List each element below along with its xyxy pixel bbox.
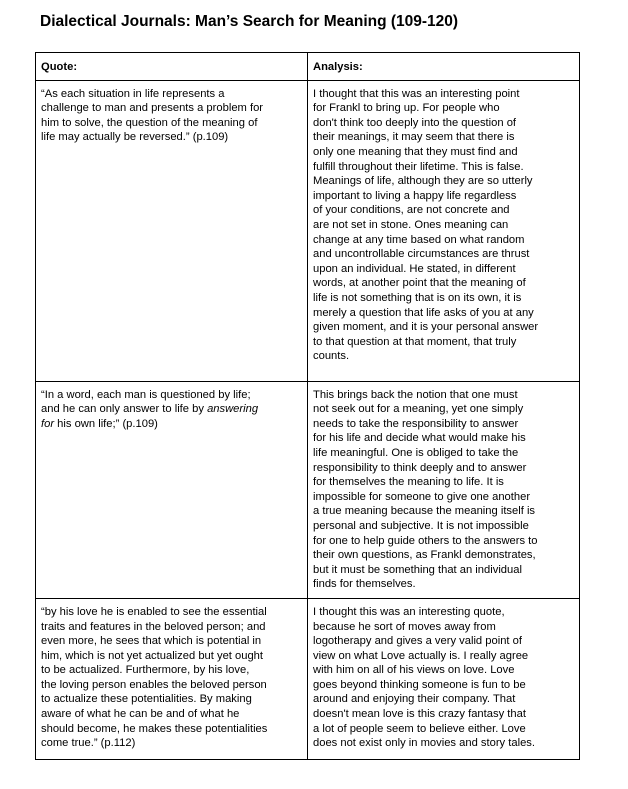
analysis-line: of your conditions, are not concrete and [313, 204, 510, 217]
analysis-line: with him on all of his views on love. Love [313, 664, 515, 677]
table-row [36, 381, 580, 598]
analysis-line: merely a question that life asks of you at any [313, 306, 534, 319]
analysis-line: because he sort of moves away from [313, 620, 496, 633]
quote-line: “by his love he is enabled to see the essential [41, 605, 267, 618]
analysis-line: a true meaning because the meaning itself is [313, 505, 536, 518]
analysis-line: for his life and decide what would make his [313, 432, 526, 445]
quote-line: traits and features in the beloved person; and [41, 620, 266, 633]
quote-cell [36, 80, 308, 381]
analysis-line: their own questions, as Frankl demonstrates, [313, 549, 536, 562]
table-row [36, 80, 580, 381]
analysis-column-header: Analysis: [308, 53, 580, 81]
quote-line: come true.” (p.112) [41, 737, 136, 750]
quote-line [41, 402, 302, 417]
quote-line: “In a word, each man is questioned by life; [41, 388, 251, 401]
quote-cell [36, 598, 308, 759]
quote-line [41, 417, 302, 432]
analysis-line: for Frankl to bring up. For people who [313, 102, 500, 115]
analysis-line: for themselves the meaning to life. It is [313, 476, 504, 489]
quote-line: aware of what he can be and of what he [41, 708, 240, 721]
quote-line: him to solve, the question of the meaning of [41, 116, 258, 129]
analysis-line: I thought that this was an interesting point [313, 87, 520, 100]
analysis-line: change at any time based on what random [313, 233, 525, 246]
analysis-line: a lot of people seem to believe either. Love [313, 722, 526, 735]
analysis-line: counts. [313, 350, 350, 363]
quote-line: “As each situation in life represents a [41, 87, 225, 100]
analysis-line: only one meaning that they must find and [313, 145, 518, 158]
analysis-line: upon an individual. He stated, in different [313, 262, 516, 275]
analysis-line: Meanings of life, although they are so utterly [313, 175, 533, 188]
analysis-line: words, at another point that the meaning of [313, 277, 526, 290]
journal-table [35, 52, 580, 760]
analysis-line: for one to help guide others to the answers to [313, 534, 538, 547]
quote-italic-text: for [41, 417, 55, 430]
quote-line: to actualize these potentialities. By making [41, 693, 252, 706]
table-header-row [36, 53, 580, 81]
analysis-cell [308, 598, 580, 759]
analysis-line: responsibility to think deeply and to answer [313, 461, 527, 474]
quote-italic-text: answering [207, 403, 259, 416]
analysis-line: logotherapy and gives a very valid point of [313, 635, 522, 648]
quote-line: even more, he sees that which is potential in [41, 635, 262, 648]
analysis-line: important to living a happy life regardless [313, 189, 517, 202]
analysis-line: not seek out for a meaning, yet one simply [313, 403, 524, 416]
analysis-line: finds for themselves. [313, 578, 416, 591]
analysis-cell [308, 80, 580, 381]
analysis-line: personal and subjective. It is not impossible [313, 519, 529, 532]
table-row [36, 598, 580, 759]
quote-text: his own life;” (p.109) [54, 417, 158, 430]
analysis-line: to that question at that moment, that truly [313, 335, 517, 348]
analysis-line: I thought this was an interesting quote, [313, 605, 505, 618]
analysis-line: does not exist only in movies and story tales. [313, 737, 535, 750]
analysis-line: are not set in stone. Ones meaning can [313, 218, 509, 231]
analysis-line: goes beyond thinking someone is fun to be [313, 678, 526, 691]
document-title: Dialectical Journals: Man’s Search for Meaning (109-120) [40, 13, 459, 30]
analysis-line: life is not something that is on its own, it is [313, 291, 522, 304]
analysis-line: This brings back the notion that one must [313, 388, 518, 401]
analysis-line: needs to take the responsibility to answer [313, 417, 519, 430]
analysis-line: fulfill throughout their lifetime. This is false. [313, 160, 524, 173]
analysis-line: and uncontrollable circumstances are thrust [313, 248, 530, 261]
analysis-line: but it must be something that an individual [313, 563, 522, 576]
quote-line: the loving person enables the beloved person [41, 678, 267, 691]
analysis-line: doesn't mean love is this crazy fantasy that [313, 708, 526, 721]
analysis-cell [308, 381, 580, 598]
analysis-line: impossible for someone to give one another [313, 490, 531, 503]
quote-cell [36, 381, 308, 598]
quote-line: life may actually be reversed.” (p.109) [41, 131, 229, 144]
analysis-line: around and enjoying their company. That [313, 693, 516, 706]
analysis-line: don't think too deeply into the question of [313, 116, 517, 129]
analysis-line: their meanings, it may seem that there is [313, 131, 515, 144]
quote-line: challenge to man and presents a problem for [41, 102, 264, 115]
quote-text: and he can only answer to life by [41, 403, 208, 416]
quote-line: him, which is not yet actualized but yet ought [41, 649, 264, 662]
quote-line: to be actualized. Furthermore, by his love, [41, 664, 250, 677]
quote-column-header: Quote: [36, 53, 308, 81]
analysis-line: view on what Love actually is. I really agree [313, 649, 529, 662]
analysis-line: given moment, and it is your personal answer [313, 321, 539, 334]
analysis-line: life meaningful. One is obliged to take the [313, 446, 519, 459]
quote-line: should become, he makes these potentialities [41, 722, 268, 735]
